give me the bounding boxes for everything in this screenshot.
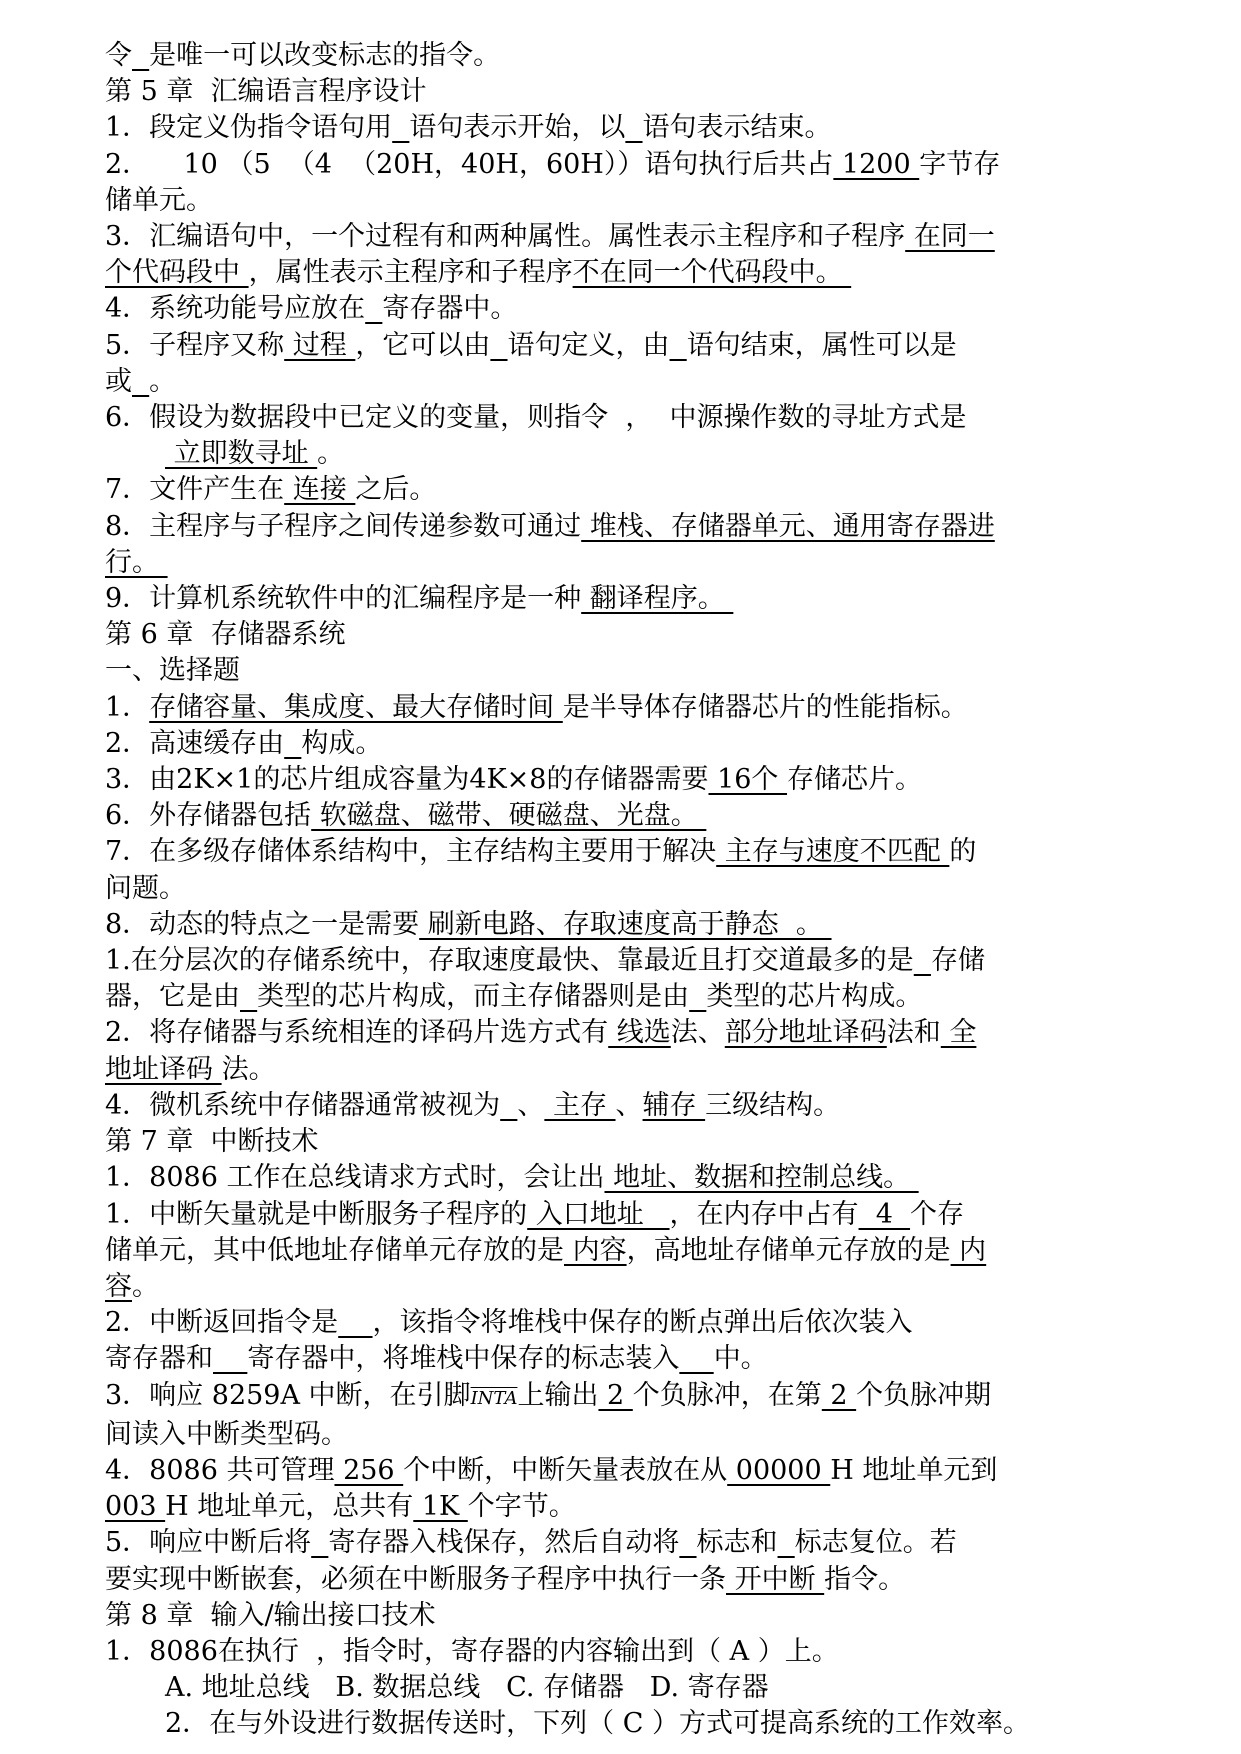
answer-blank: 主存	[544, 1089, 616, 1121]
text-segment: 4．8086 共可管理	[105, 1454, 335, 1486]
text-line	[105, 834, 1141, 870]
text-segment: 寄存器中。	[382, 293, 518, 325]
answer-blank	[213, 1343, 247, 1374]
text-segment: 2．高速缓存由	[105, 727, 285, 759]
answer-blank: 在同一	[905, 221, 995, 253]
text-segment: A. 地址总线 B. 数据总线 C. 存储器 D. 寄存器	[165, 1672, 769, 1704]
answer-blank	[500, 1090, 517, 1121]
text-segment: 令	[105, 40, 132, 71]
text-segment: 法和	[886, 1017, 941, 1049]
text-line	[105, 74, 1141, 110]
text-segment: 6．假设为数据段中已定义的变量，则指令 ， 中源操作数的寻址方式是	[105, 402, 967, 434]
text-segment: H 地址单元，总共有	[165, 1491, 414, 1523]
text-line	[105, 147, 1141, 183]
text-line	[105, 653, 1141, 689]
text-segment: 器，它是由	[105, 981, 240, 1013]
text-segment: 字节存	[919, 148, 1001, 180]
answer-blank: 1K	[413, 1491, 468, 1523]
text-line	[105, 328, 1141, 364]
answer-blank: 16个	[708, 764, 788, 796]
text-line	[105, 400, 1141, 436]
answer-blank: 1200	[833, 148, 920, 180]
answer-blank: 部分地址译码	[724, 1017, 887, 1049]
text-segment: 。	[132, 1270, 159, 1302]
text-segment: 1．段定义伪指令语句用	[105, 112, 393, 144]
text-segment: 法、	[670, 1017, 725, 1049]
answer-blank	[365, 293, 382, 324]
text-line	[105, 1453, 1141, 1489]
text-segment: 构成。	[301, 727, 383, 759]
answer-blank	[679, 1527, 696, 1558]
answer-blank: 地址译码	[105, 1053, 222, 1085]
text-segment: 语句表示结束。	[642, 112, 832, 144]
text-line	[105, 1197, 1141, 1233]
text-segment: 3．由2K×1的芯片组成容量为4K×8的存储器需要	[105, 764, 709, 796]
text-segment: 5．子程序又称	[105, 329, 285, 361]
text-line	[105, 183, 1141, 219]
text-segment: ，在内存中占有	[669, 1198, 859, 1230]
answer-blank	[490, 330, 507, 361]
text-segment: 寄存器中，将堆栈中保存的标志装入	[247, 1343, 680, 1375]
text-segment: 存储芯片。	[787, 764, 923, 796]
text-segment: 第 6 章 存储器系统	[105, 619, 346, 651]
text-line	[105, 1417, 1141, 1453]
text-segment: 2．将存储器与系统相连的译码片选方式有	[105, 1017, 609, 1049]
answer-blank	[132, 40, 149, 71]
text-line	[105, 1160, 1141, 1196]
text-segment: 的	[949, 836, 977, 868]
answer-blank	[311, 1527, 328, 1558]
text-segment: 个中断，中断矢量表放在从	[403, 1454, 728, 1486]
text-segment: 标志复位。若	[794, 1527, 957, 1559]
text-segment: 存储	[930, 945, 985, 977]
text-segment: 要实现中断嵌套，必须在中断服务子程序中执行一条	[105, 1563, 726, 1595]
text-segment: ，它可以由	[355, 329, 491, 361]
text-line	[105, 1634, 1141, 1670]
text-line	[105, 1088, 1141, 1124]
text-segment: 1．中断矢量就是中断服务子程序的	[105, 1198, 528, 1230]
text-segment: 储单元，其中低地址存储单元存放的是	[105, 1234, 564, 1266]
text-line	[105, 1378, 1141, 1417]
text-line	[105, 943, 1141, 979]
text-segment: H 地址单元到	[830, 1454, 998, 1486]
text-line	[105, 1233, 1141, 1269]
answer-blank: 软磁盘、磁带、硬磁盘、光盘。	[311, 800, 707, 832]
text-segment: ，高地址存储单元存放的是	[626, 1234, 951, 1266]
text-line	[105, 509, 1141, 545]
text-segment: 1．8086在执行 ，指令时，寄存器的内容输出到（ A ）上。	[105, 1635, 839, 1667]
text-segment: 2．在与外设进行数据传送时，下列（ C ）方式可提高系统的工作效率。	[165, 1708, 1031, 1740]
answer-blank	[670, 330, 687, 361]
text-line	[105, 1489, 1141, 1525]
signal-name: INTA	[470, 1387, 518, 1409]
text-segment: 是半导体存储器芯片的性能指标。	[562, 691, 968, 723]
text-segment: 问题。	[105, 872, 186, 904]
text-segment: 上输出	[517, 1379, 599, 1411]
text-line	[105, 1052, 1141, 1088]
answer-blank	[914, 945, 931, 976]
text-line	[105, 1015, 1141, 1051]
answer-blank: 00000	[727, 1454, 831, 1486]
text-segment: 一、选择题	[105, 655, 240, 687]
answer-blank: 个代码段中	[105, 257, 249, 289]
text-segment: 7．在多级存储体系结构中，主存结构主要用于解决	[105, 836, 717, 868]
text-line	[105, 1305, 1141, 1341]
text-segment: 个字节。	[467, 1491, 576, 1523]
answer-blank	[625, 112, 642, 143]
text-segment: 储单元。	[105, 184, 213, 216]
text-line	[105, 690, 1141, 726]
answer-blank: 003	[105, 1491, 166, 1523]
text-line	[105, 436, 1141, 472]
text-segment: 间读入中断类型码。	[105, 1418, 348, 1450]
text-segment: 、	[517, 1089, 545, 1121]
text-segment: 或	[105, 365, 132, 397]
text-segment: 8．动态的特点之一是需要	[105, 908, 420, 940]
answer-blank	[132, 366, 149, 397]
answer-blank	[679, 1343, 713, 1374]
answer-blank: 连接	[284, 474, 356, 506]
text-segment: 寄存器入栈保存，然后自动将	[328, 1527, 680, 1559]
text-segment: 法。	[221, 1053, 276, 1085]
text-line	[105, 762, 1141, 798]
text-line	[105, 726, 1141, 762]
text-line	[105, 1525, 1141, 1561]
text-line	[105, 1124, 1141, 1160]
text-segment: 1．8086 工作在总线请求方式时，会让出	[105, 1162, 605, 1194]
answer-blank: 256	[334, 1454, 404, 1486]
text-segment: 个负脉冲，在第	[632, 1379, 822, 1411]
text-segment: ，该指令将堆栈中保存的断点弹出后依次装入	[372, 1307, 913, 1339]
answer-blank: 不在同一个代码段中。	[572, 257, 852, 289]
text-line	[105, 907, 1141, 943]
answer-blank: 堆栈、存储器单元、通用寄存器进	[581, 510, 995, 542]
text-segment: 之后。	[355, 474, 437, 506]
answer-blank: 辅存	[642, 1089, 706, 1121]
text-segment: 个存	[910, 1198, 965, 1230]
text-segment: 语句结束，属性可以是	[686, 329, 957, 361]
text-segment: 指令。	[824, 1563, 906, 1595]
answer-blank: 存储容量、集成度、最大存储时间	[149, 691, 563, 723]
text-segment: 中。	[713, 1343, 768, 1375]
answer-blank: 入口地址	[527, 1198, 670, 1230]
text-segment: 4．微机系统中存储器通常被视为	[105, 1089, 501, 1121]
text-segment: 标志和	[696, 1527, 778, 1559]
answer-blank	[240, 981, 257, 1012]
text-line	[105, 1598, 1141, 1634]
text-line	[105, 545, 1141, 581]
text-segment: 2．中断返回指令是	[105, 1307, 339, 1339]
text-segment: ，属性表示主程序和子程序	[248, 257, 573, 289]
text-line	[105, 1269, 1141, 1305]
text-line	[105, 472, 1141, 508]
answer-blank: 线选	[608, 1017, 671, 1049]
answer-blank	[392, 112, 409, 143]
answer-blank: 内	[950, 1234, 987, 1266]
answer-blank: 开中断	[726, 1563, 825, 1595]
answer-blank	[778, 1527, 795, 1558]
text-segment: 语句表示开始，以	[409, 112, 626, 144]
answer-blank: 立即数寻址	[165, 438, 318, 470]
text-line	[105, 364, 1141, 400]
text-segment: 9．计算机系统软件中的汇编程序是一种	[105, 583, 582, 615]
text-segment: 1.在分层次的存储系统中，存取速度最快、靠最近且打交道最多的是	[105, 945, 914, 977]
answer-blank: 2	[598, 1379, 633, 1411]
text-segment: 寄存器和	[105, 1343, 213, 1375]
text-line	[105, 291, 1141, 327]
text-segment: 2． 10 （5 （4 （20H，40H，60H））语句执行后共占	[105, 148, 834, 180]
answer-blank: 翻译程序。	[581, 583, 734, 615]
answer-blank: 主存与速度不匹配	[716, 836, 950, 868]
answer-blank: 容	[105, 1270, 132, 1302]
text-segment: 8．主程序与子程序之间传递参数可通过	[105, 510, 582, 542]
text-segment: 第 5 章 汇编语言程序设计	[105, 76, 427, 108]
text-segment: 1．	[105, 691, 150, 723]
text-segment: 是唯一可以改变标志的指令。	[149, 40, 501, 71]
answer-blank	[689, 981, 706, 1012]
text-line	[105, 219, 1141, 255]
text-line	[105, 255, 1141, 291]
text-segment: 语句定义，由	[507, 329, 670, 361]
answer-blank: 2	[821, 1379, 857, 1411]
text-segment: 类型的芯片构成。	[706, 981, 923, 1013]
text-line	[105, 979, 1141, 1015]
text-segment: 第 8 章 输入/输出接口技术	[105, 1599, 436, 1631]
text-segment: 类型的芯片构成，而主存储器则是由	[257, 981, 690, 1013]
text-line	[105, 110, 1141, 146]
answer-blank: 刷新电路、存取速度高于静态 。	[419, 908, 832, 940]
text-segment: 。	[317, 438, 345, 470]
answer-blank: 内容	[564, 1234, 627, 1266]
text-line	[105, 1562, 1141, 1598]
text-line	[105, 617, 1141, 653]
text-segment: 3．汇编语句中，一个过程有和两种属性。属性表示主程序和子程序	[105, 221, 906, 253]
text-segment: 7．文件产生在	[105, 474, 285, 506]
answer-blank: 全	[940, 1017, 977, 1049]
answer-blank: 过程	[284, 329, 356, 361]
text-line	[105, 871, 1141, 907]
answer-blank	[284, 728, 301, 759]
text-segment: 三级结构。	[705, 1089, 841, 1121]
answer-blank: 4	[858, 1198, 911, 1230]
answer-blank	[338, 1307, 372, 1338]
text-line	[105, 581, 1141, 617]
text-line	[105, 798, 1141, 834]
text-line	[105, 1341, 1141, 1377]
text-line	[105, 1670, 1141, 1706]
text-line	[105, 1706, 1141, 1742]
text-line	[105, 38, 1141, 74]
text-segment: 6．外存储器包括	[105, 800, 312, 832]
text-segment: 。	[149, 365, 177, 397]
answer-blank: 地址、数据和控制总线。	[604, 1162, 919, 1194]
text-segment: 、	[615, 1089, 643, 1121]
text-segment: 第 7 章 中断技术	[105, 1126, 319, 1158]
text-segment: 4．系统功能号应放在	[105, 293, 366, 325]
text-segment: 3．响应 8259A 中断，在引脚	[105, 1379, 471, 1411]
text-segment: 5．响应中断后将	[105, 1527, 312, 1559]
answer-blank: 行。	[105, 546, 168, 578]
text-segment: 个负脉冲期	[856, 1379, 992, 1411]
